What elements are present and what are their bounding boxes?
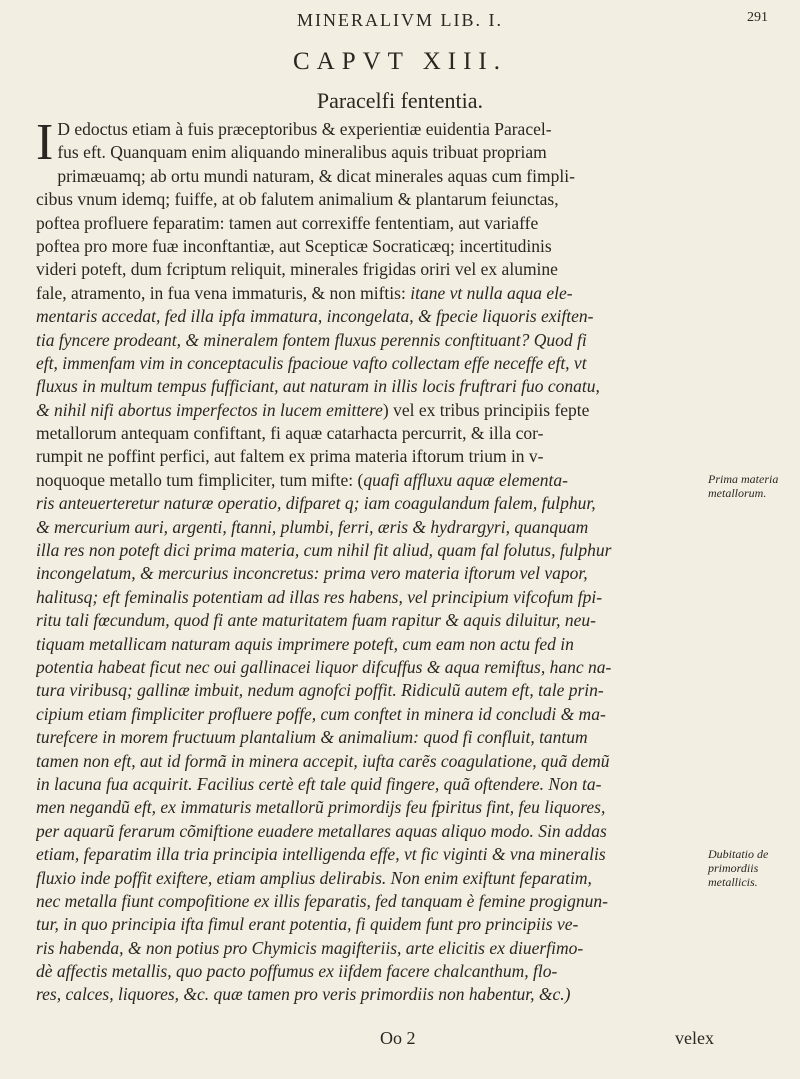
text-line: dè affectis metallis, quo pacto poffumus ex iifdem facere chalcanthum, flo- (36, 961, 558, 982)
text-line (36, 469, 706, 492)
text-line: rumpit ne poffint perfici, aut faltem ex prima materia iftorum trium in v- (36, 446, 544, 467)
margin-note-prima-materia: Prima materia metallorum. (708, 472, 779, 500)
text-segment: ) vel ex tribus principiis fepte (382, 399, 590, 420)
text-line: res, calces, liquores, &c. quæ tamen pro veris primordiis non habentur, &c.) (36, 984, 571, 1005)
drop-capital: I (36, 114, 54, 171)
text-line: & mercurium auri, argenti, ftanni, plumbi, ferri, æris & hydrargyri, quanquam (36, 516, 589, 537)
body-text (36, 114, 706, 1007)
running-head: MINERALIVM LIB. I. (297, 10, 503, 30)
signature-mark: Oo 2 (380, 1028, 416, 1048)
text-line: nec metalla fiunt compofitione ex illis feparatis, fed tanquam è femine progignun- (36, 890, 608, 911)
catchword: velex (675, 1028, 714, 1048)
text-line: eft, immenfam vim in conceptaculis fpacioue vafto collectam effe neceffe eft, vt (36, 352, 587, 373)
text-segment-italic: & nihil nifi abortus imperfectos in lucem emittere (36, 399, 383, 420)
chapter-heading: CAPVT XIII. (292, 48, 508, 75)
text-segment: fale, atramento, in fua vena immaturis, & non miftis: (36, 282, 411, 303)
text-line: ritu tali fœcundum, quod fi ante maturitatem fuam rapitur & aquis diluitur, neu- (36, 610, 597, 631)
text-line: fus eft. Quanquam enim aliquando mineralibus aquis tribuat propriam (57, 142, 547, 163)
text-line (36, 399, 706, 422)
text-line: turefcere in morem fructuum plantalium & animalium: quod fi confluit, tantum (36, 727, 588, 748)
text-segment: noquoque metallo tum fimpliciter, tum mifte: ( (36, 469, 364, 490)
text-line: in lacuna fua acquirit. Facilius certè eft tale quid fingere, quã oftendere. Non ta- (36, 773, 602, 794)
margin-note-dubitatio: Dubitatio de primordiis metallicis. (708, 847, 769, 889)
text-line: cibus vnum idemq; fuiffe, at ob falutem animalium & plantarum feiunctas, (36, 189, 559, 210)
text-line: mentaris accedat, fed illa ipfa immatura, incongelata, & fpecie liquoris exiften- (36, 306, 594, 327)
text-line: poftea pro more fuæ inconftantiæ, aut Scepticæ Socraticæq; incertitudinis (36, 235, 552, 256)
text-line: ris anteuerteretur naturæ operatio, difparet q; iam coagulandum falem, fulphur, (36, 493, 596, 514)
text-line: per aquarũ ferarum cõmiftione euadere metallares aquas aliquo modo. Sin addas (36, 820, 607, 841)
text-line: fluxus in multum tempus fufficiant, aut naturam in illis locis fruftrari fuo conatu, (36, 376, 600, 397)
text-line: poftea profluere feparatim: tamen aut correxiffe fententiam, aut variaffe (36, 212, 539, 233)
text-line: incongelatum, & mercurius inconcretus: prima vero materia iftorum vel vapor, (36, 563, 588, 584)
text-line: tiquam metallicam naturam aquis imprimere poteft, cum eam non actu fed in (36, 633, 574, 654)
text-line: tia fyncere prodeant, & mineralem fontem fluxus perennis conftituant? Quod fi (36, 329, 587, 350)
page-number: 291 (747, 10, 768, 25)
text-line: tura viribusq; gallinæ imbuit, nedum agnofci poffit. Ridiculũ autem eft, tale prin- (36, 680, 604, 701)
text-segment-italic: itane vt nulla aqua ele- (410, 282, 573, 303)
text-segment-italic: quafi affluxu aquæ elementa- (363, 469, 568, 490)
text-line: etiam, feparatim illa tria principia intelligenda effe, vt fic viginti & vna mineralis (36, 844, 606, 865)
text-line: primæuamq; ab ortu mundi naturam, & dicat minerales aquas cum fimpli- (57, 165, 575, 186)
chapter-subtitle: Paracelfi fententia. (316, 88, 484, 113)
text-line: men negandũ eft, ex immaturis metallorũ primordijs feu fpiritus fint, feu liquores, (36, 797, 606, 818)
text-line: tamen non eft, aut id formã in minera accepit, iufta carẽs coagulatione, quã demũ (36, 750, 610, 771)
text-line: metallorum antequam confiftant, fi aquæ catarhacta percurrit, & illa cor- (36, 423, 544, 444)
text-line: cipium etiam fimpliciter profluere poffe, cum conftet in minera id concludi & ma- (36, 703, 606, 724)
text-line: illa res non poteft dici prima materia, cum nihil fit aliud, quam fal folutus, fulphur (36, 540, 612, 561)
text-line: tur, in quo principia ifta fimul erant potentia, fi quidem funt pro principiis ve- (36, 914, 579, 935)
text-line (36, 282, 706, 305)
text-line: potentia habeat ficut nec oui gallinacei liquor difcuffus & aqua remiftus, hanc na- (36, 656, 612, 677)
text-line: fluxio inde poffit exiftere, etiam amplius delirabis. Non enim exiftunt feparatim, (36, 867, 592, 888)
text-line: halitusq; eft feminalis potentiam ad illas res habens, vel principium vifcofum fpi- (36, 586, 603, 607)
text-line: ris habenda, & non potius pro Chymicis magifteriis, arte elicitis ex diuerfimo- (36, 937, 584, 958)
text-line: videri poteft, dum fcriptum reliquit, minerales frigidas oriri vel ex alumine (36, 259, 558, 280)
text-line: D edoctus etiam à fuis præceptoribus & experientiæ euidentia Paracel- (57, 119, 552, 139)
